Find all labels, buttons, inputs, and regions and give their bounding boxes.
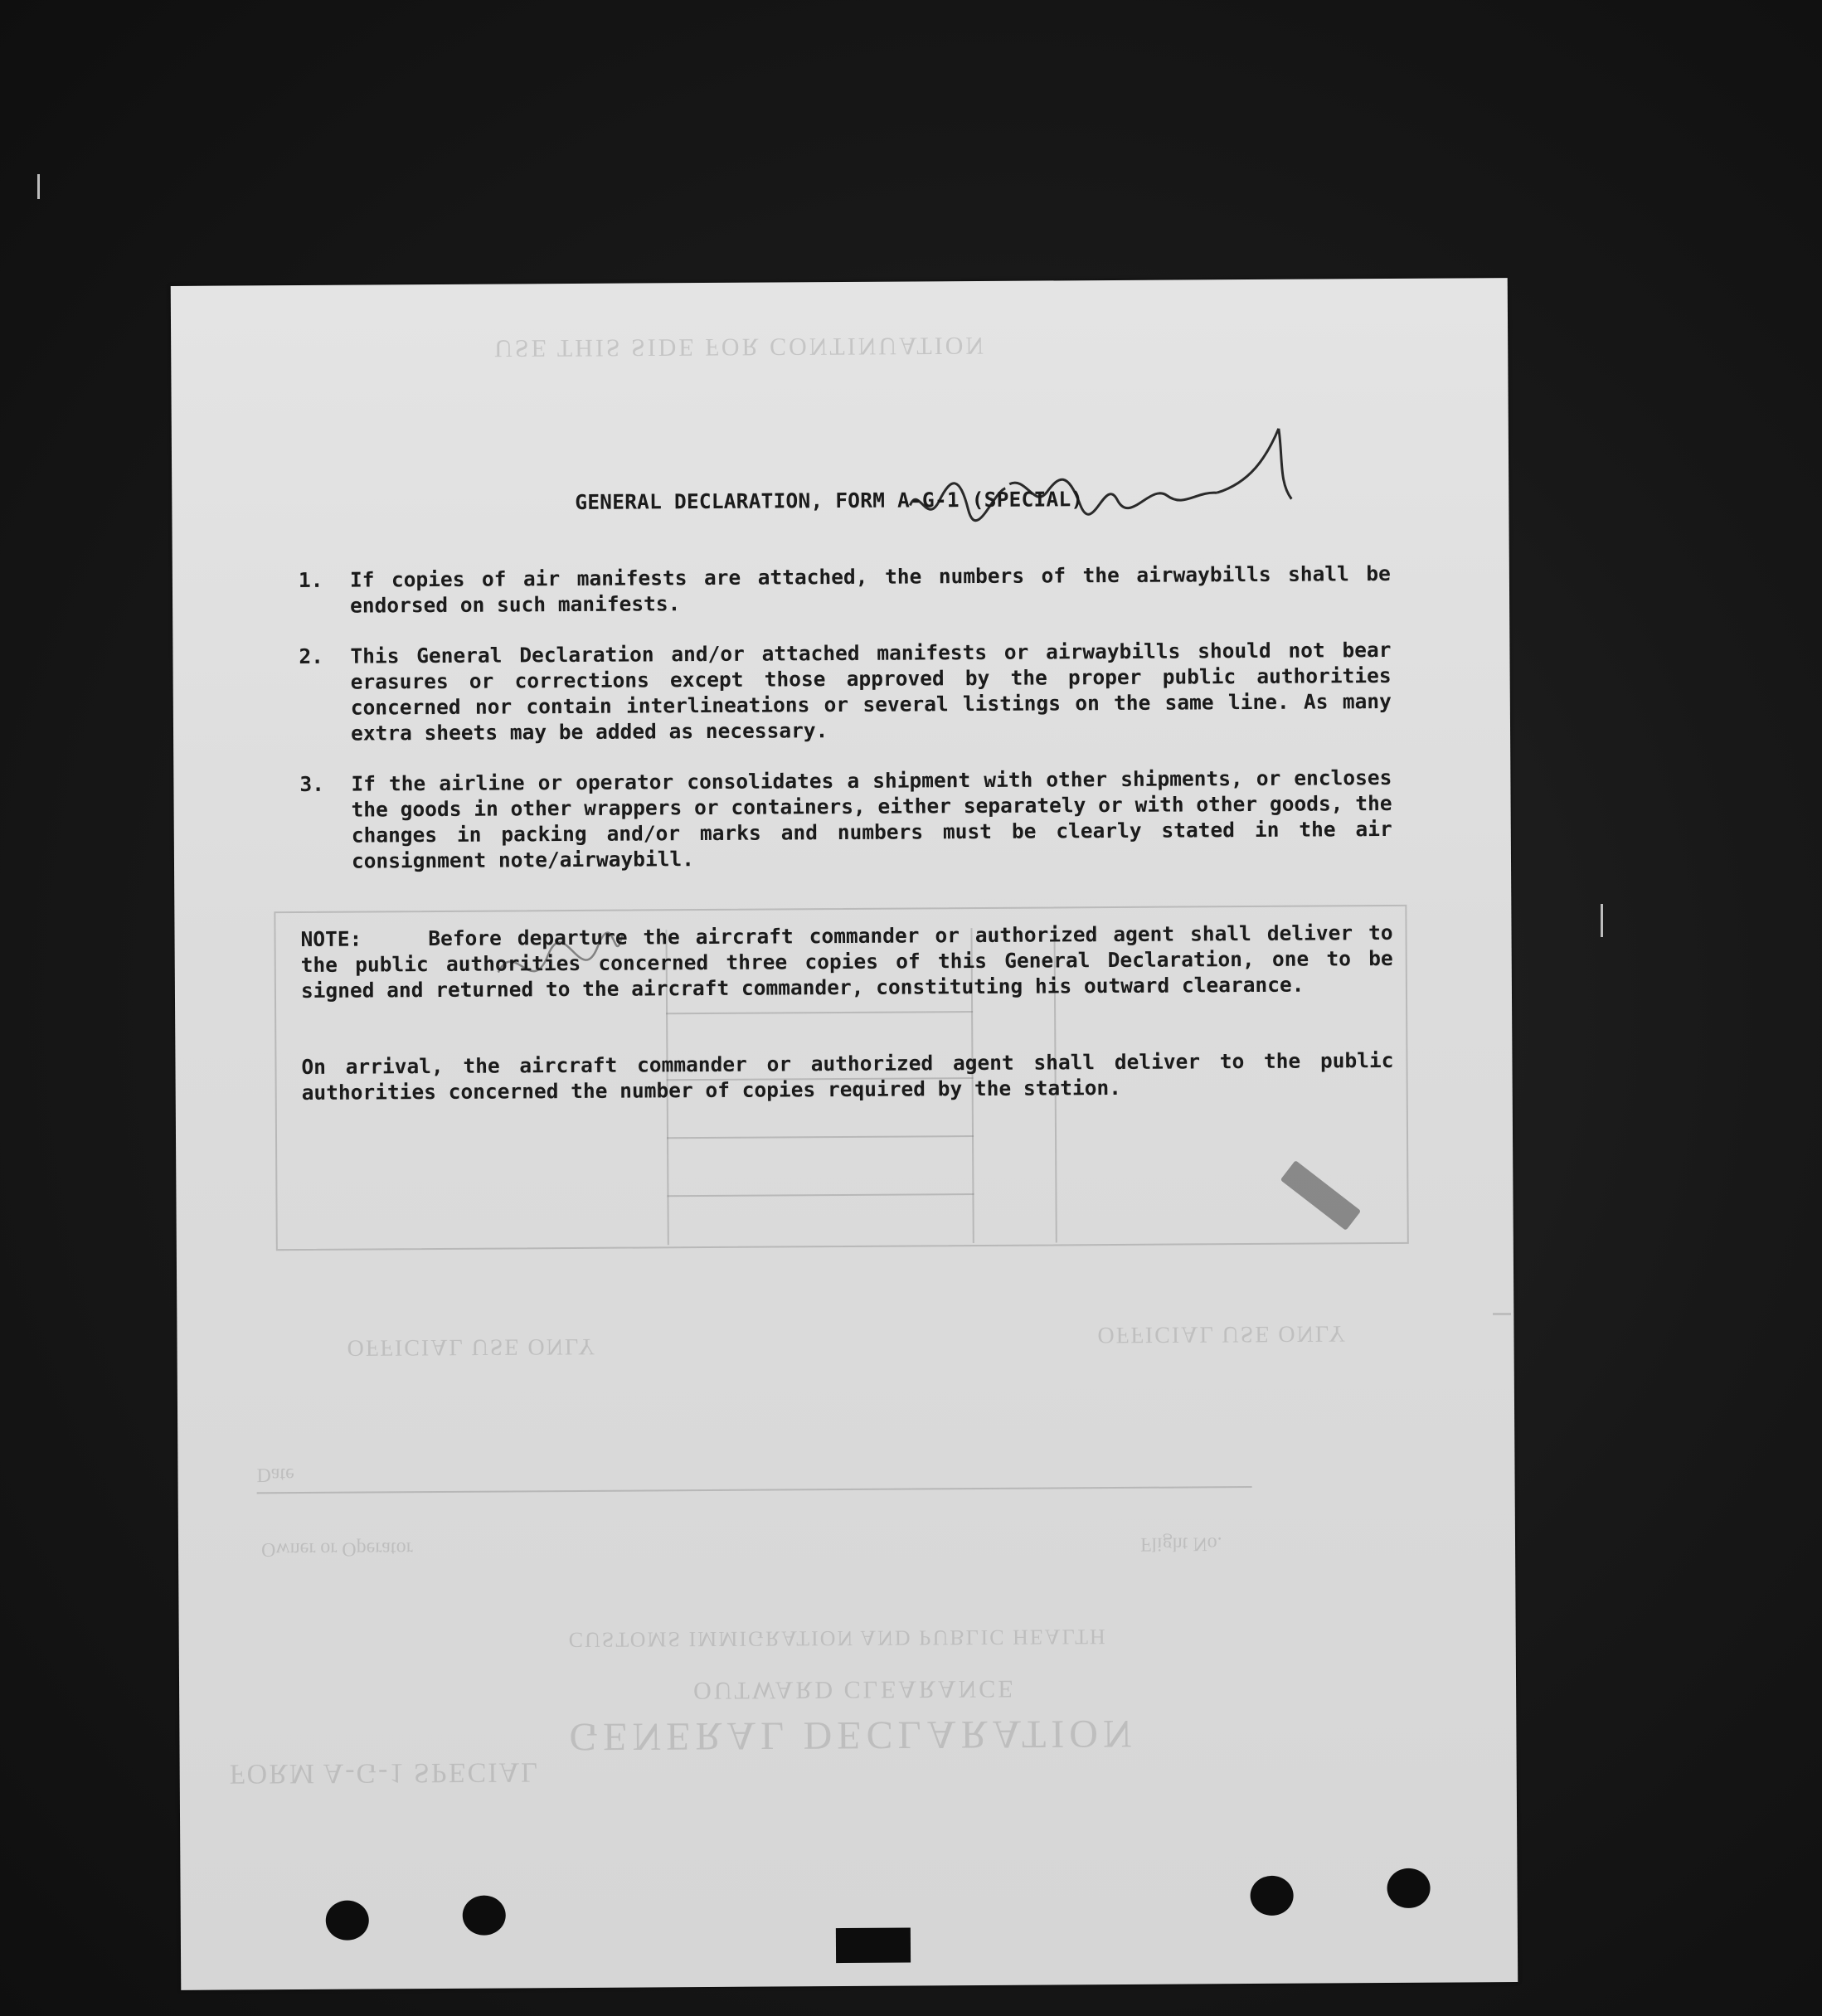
bleed-owner-operator: Owner or Operator	[260, 1538, 413, 1561]
item-number: 1.	[298, 567, 323, 593]
note-text: Before departure the aircraft commander or authorized agent shall deliver to the public authorities concerned three copies of this General Declaration, one to be signed and returned to the aircraft commander, constituting his outward clearance.	[300, 920, 1393, 1003]
punch-hole	[463, 1896, 506, 1936]
bleed-customs-line: CUSTOMS IMMIGRATION AND PUBLIC HEALTH	[568, 1625, 1107, 1653]
bleed-form-label: FORM A-G-1 SPECIAL	[229, 1756, 540, 1790]
bleed-table-rule	[667, 1193, 974, 1197]
bleed-header-text: USE THIS SIDE FOR CONTINUATION	[494, 331, 987, 362]
bleed-official-use-right: OFFICIAL USE ONLY	[1097, 1320, 1348, 1348]
item-text: This General Declaration and/or attached manifests or airwaybills should not bear erasures or corrections except those approved by the proper public authorities concerned nor contain interlineations or several listings on the same line. As many extra sheets may be added as necessary.	[350, 637, 1392, 746]
bleed-table-rule	[666, 1011, 973, 1014]
arrival-paragraph: On arrival, the aircraft commander or authorized agent shall deliver to the public authorities concerned the number of copies required by the station.	[301, 1047, 1394, 1105]
punch-hole	[326, 1901, 369, 1941]
item-text: If copies of air manifests are attached, the numbers of the airwaybills shall be endorsed on such manifests.	[349, 561, 1391, 618]
item-number: 3.	[299, 771, 325, 797]
bleed-date: Date	[256, 1464, 294, 1486]
document-page	[171, 278, 1518, 1990]
item-text: If the airline or operator consolidates a shipment with other shipments, or encloses the goods in other wrappers or containers, either separately or with other goods, the changes in packing and/or marks and numbers must be clearly stated in the air consignment note/airwaybill.	[351, 765, 1392, 873]
binding-tab	[836, 1928, 911, 1964]
item-number: 2.	[299, 644, 324, 669]
film-edge-mark	[1493, 1313, 1511, 1315]
bleed-rule	[257, 1486, 1252, 1494]
film-edge-mark	[1601, 904, 1603, 937]
punch-hole	[1250, 1876, 1293, 1916]
bleed-subheading: OUTWARD CLEARANCE	[692, 1674, 1016, 1705]
document-title: GENERAL DECLARATION, FORM A-G-1 (SPECIAL)	[575, 487, 1084, 514]
bleed-table-rule	[667, 1135, 974, 1139]
bleed-official-use-left: OFFICIAL USE ONLY	[347, 1333, 597, 1361]
film-edge-mark	[37, 174, 40, 199]
bleed-flight-no: Flight No.	[1139, 1533, 1222, 1555]
note-paragraph	[300, 920, 1393, 1003]
note-label: NOTE:	[300, 926, 362, 951]
stamp-mark	[1280, 1160, 1362, 1231]
punch-hole	[1387, 1868, 1430, 1908]
bleed-heading: GENERAL DECLARATION	[569, 1711, 1137, 1760]
